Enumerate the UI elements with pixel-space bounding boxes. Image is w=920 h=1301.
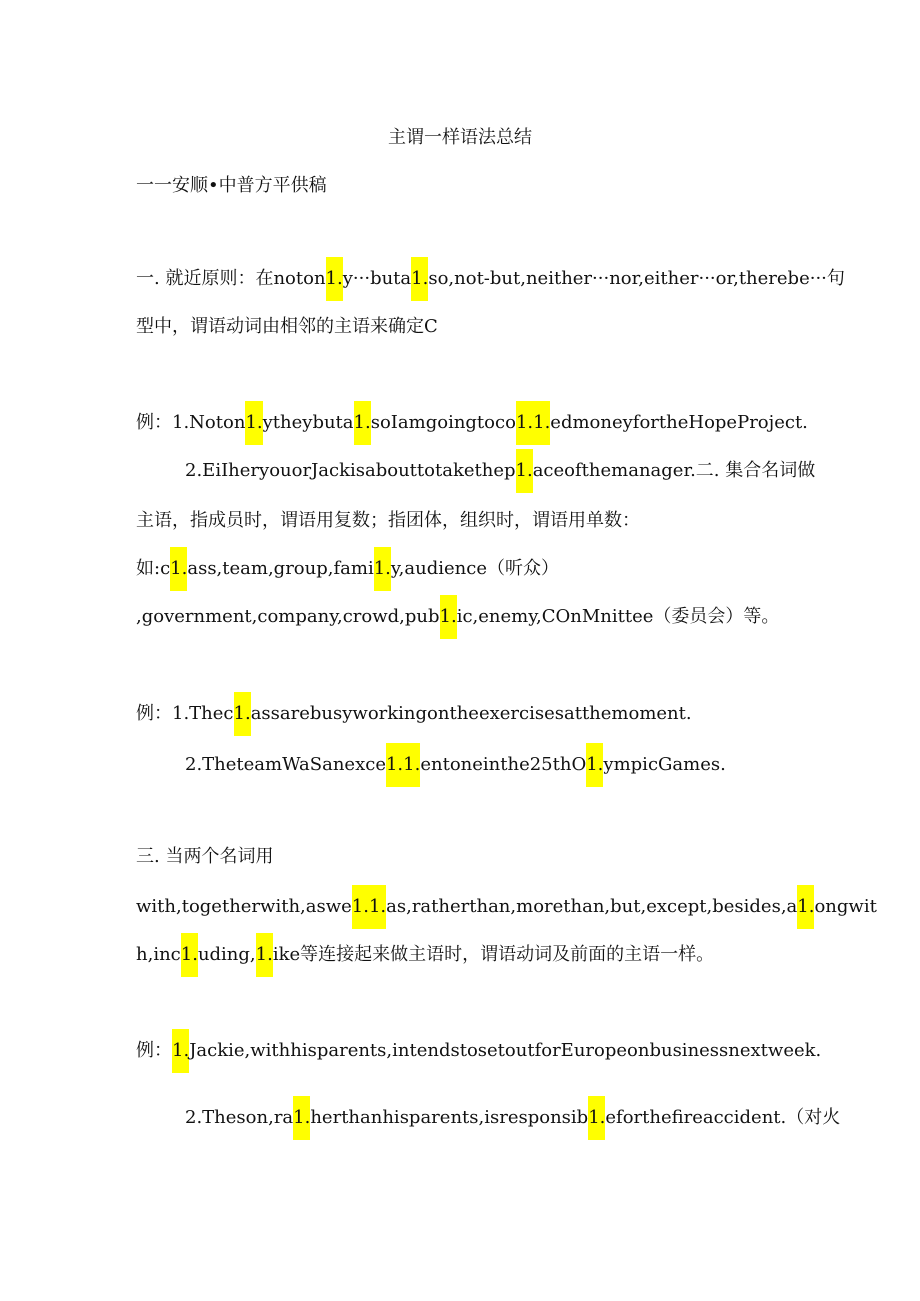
text-line (185, 459, 815, 483)
text-segment: h,inc (136, 944, 181, 965)
text-segment: 例：1.Thec (136, 703, 234, 724)
document-subtitle: 一一安顺•中普方平供稿 (136, 175, 327, 196)
text-segment: as,ratherthan,morethan,but,except,besides,a (386, 896, 798, 917)
highlight-mark: 1. (411, 257, 428, 301)
text-line (185, 1106, 840, 1130)
text-segment: edmoneyfortheHopeProject. (550, 412, 808, 433)
highlight-mark: 1. (293, 1096, 310, 1140)
text-segment: 2.EiIheryouorJackisabouttotakethep (185, 460, 516, 481)
highlight-mark: 1. (516, 449, 533, 493)
text-segment: 2.Theson,ra (185, 1107, 294, 1128)
text-segment: soIamgoingtoco (370, 412, 516, 433)
highlight-mark: 1.1. (516, 401, 550, 445)
text-line (136, 315, 438, 339)
text-line (136, 943, 714, 967)
text-segment: 主语，指成员时，谓语用复数；指团体，组织时，谓语用单数： (136, 510, 640, 531)
highlight-mark: 1. (172, 1029, 189, 1073)
text-segment: ic,enemy,COnMnittee（委员会）等。 (456, 606, 780, 627)
text-segment: ympicGames. (603, 754, 726, 775)
highlight-mark: 1.1. (386, 743, 420, 787)
text-segment: eforthefireaccident.（对火 (605, 1107, 841, 1128)
text-segment: with,togetherwith,aswe (136, 896, 352, 917)
text-line (136, 509, 640, 533)
text-segment: Jackie,withhisparents,intendstosetoutforEuropeonbusinessnextweek. (189, 1040, 822, 1061)
text-segment: uding, (197, 944, 256, 965)
text-line (136, 557, 559, 581)
text-line (185, 753, 726, 777)
text-segment: 如:c (136, 558, 171, 579)
text-segment: aceofthemanager.二. 集合名词做 (532, 460, 816, 481)
text-segment: y···buta (342, 268, 412, 289)
text-segment: 例：1.Noton (136, 412, 246, 433)
text-segment: 型中，谓语动词由相邻的主语来确定C (136, 316, 438, 337)
text-line (136, 702, 692, 726)
text-line (136, 411, 808, 435)
text-segment: assarebusyworkingontheexercisesatthemoment. (250, 703, 692, 724)
text-segment: 2.TheteamWaSanexce (185, 754, 386, 775)
highlight-mark: 1. (588, 1096, 605, 1140)
highlight-mark: 1. (234, 692, 251, 736)
text-segment: ike等连接起来做主语时，谓语动词及前面的主语一样。 (272, 944, 715, 965)
highlight-mark: 1. (326, 257, 343, 301)
text-line (136, 845, 273, 869)
text-segment: ytheybuta (262, 412, 354, 433)
text-segment: entoneinthe25thO (420, 754, 587, 775)
document-title: 主谓一样语法总结 (388, 127, 532, 148)
text-segment: y,audience（听众） (390, 558, 559, 579)
text-segment: 三. 当两个名词用 (136, 846, 274, 867)
text-segment: ass,team,group,fami (187, 558, 374, 579)
highlight-mark: 1. (256, 933, 273, 977)
highlight-mark: 1. (586, 743, 603, 787)
text-segment: 例： (136, 1040, 172, 1061)
highlight-mark: 1. (440, 595, 457, 639)
text-segment: 一. 就近原则：在noton (136, 268, 326, 289)
highlight-mark: 1. (170, 547, 187, 591)
text-segment: so,not-but,neither···nor,either···or,therebe···句 (428, 268, 845, 289)
text-line (136, 267, 845, 291)
highlight-mark: 1. (797, 885, 814, 929)
highlight-mark: 1. (181, 933, 198, 977)
text-segment: ,government,company,crowd,pub (136, 606, 440, 627)
highlight-mark: 1. (354, 401, 371, 445)
text-segment: ongwit (814, 896, 877, 917)
highlight-mark: 1. (374, 547, 391, 591)
highlight-mark: 1. (245, 401, 262, 445)
text-line (136, 1039, 821, 1063)
text-line (136, 895, 877, 919)
text-segment: herthanhisparents,isresponsib (310, 1107, 589, 1128)
text-line (136, 605, 779, 629)
highlight-mark: 1.1. (352, 885, 386, 929)
